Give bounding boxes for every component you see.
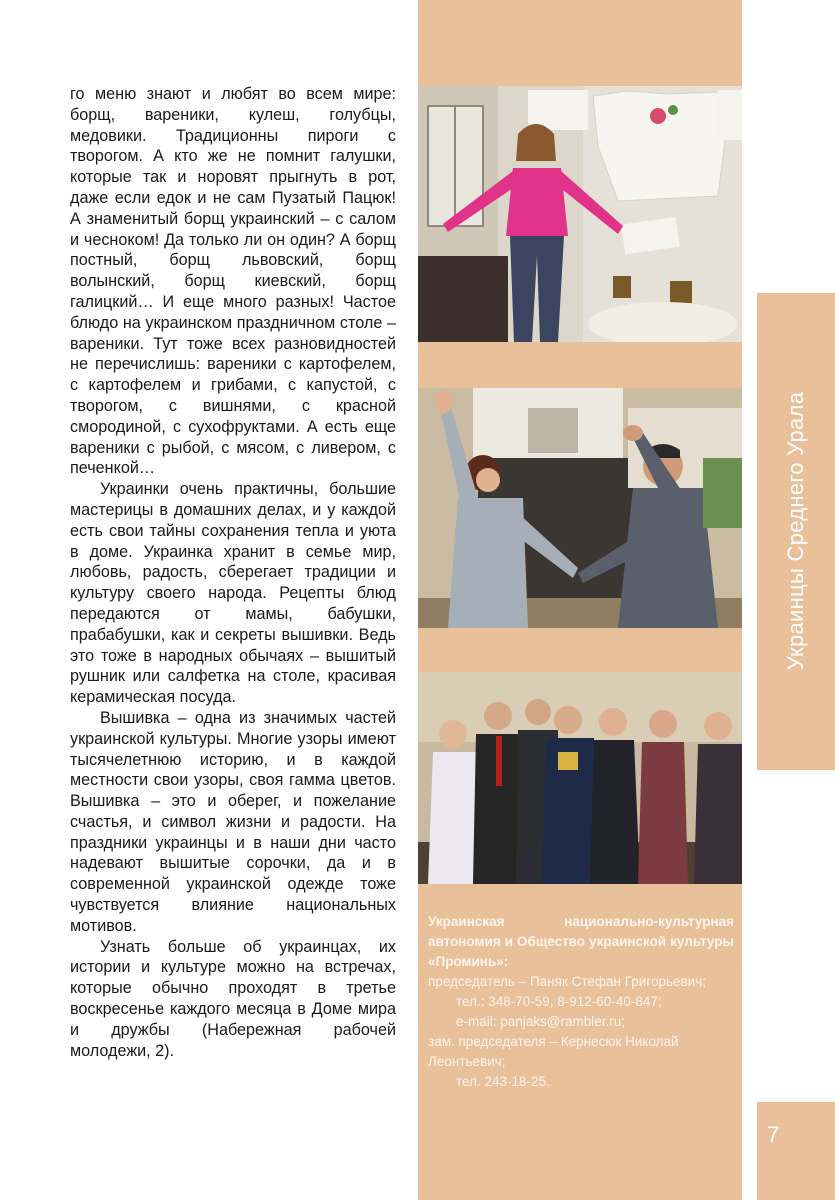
article-text [70, 84, 396, 1061]
organization-name: Украинская национально-культурная автономия и Общество украинской культуры «Проминь»: [428, 914, 734, 969]
contact-info [428, 912, 734, 1092]
paragraph: Украинки очень практичны, большие мастерицы в домашних делах, и у каждой есть свои тайны сохранения тепла и уюта в доме. Украинка хранит в семье мир, любовь, радость, сберегает традиции и культуру своего народа. Рецепты блюд передаются от мамы, бабушки, прабабушки, как и секреты вышивки. Ведь это тоже в народных обычаях – вышитый рушник или салфетка на столе, красивая керамическая посуда. [70, 480, 396, 707]
paragraph: Узнать больше об украинцах, их истории и культуре можно на встречах, которые обычно проходят в третье воскресенье каждого месяца в Доме мира и дружбы (Набережная рабочей молодежи, 2). [70, 937, 396, 1060]
deputy-phone: тел. 243-18-25. [456, 1074, 550, 1089]
paragraph: Вышивка – одна из значимых частей украинской культуры. Многие узоры имеют тысячелетнюю историю, и в каждой местности свои узоры, своя гамма цветов. Вышивка – это и оберег, и пожелание счастья, и символ жизни и радости. На праздники украинцы и в наши дни часто надевают вышитые сорочки, да и в современной украинской одежде тоже чувствуется влияние национальных мотивов. [70, 708, 396, 935]
section-title: Украинцы Среднего Урала [783, 391, 808, 671]
photo-embroidery-exhibition [418, 86, 742, 342]
section-tab [757, 293, 835, 770]
photo-column [418, 0, 742, 1200]
page-number: 7 [767, 1122, 780, 1147]
photo-dance-gesture [418, 388, 742, 628]
photo-group [418, 672, 742, 884]
page-number-tab [757, 1102, 835, 1200]
paragraph: го меню знают и любят во всем мире: борщ, вареники, кулеш, голубцы, медовики. Традиционны пироги с творогом. А кто же не помнит галушки, которые так и норовят прыгнуть в рот, даже если едок и не сам Пузатый Пацюк! А знаменитый борщ украинский – с салом и чесноком! Да только ли он один? А борщ постный, борщ львовский, борщ волынский, борщ киевский, борщ галицкий… И еще много разных! Частое блюдо на украинском праздничном столе – вареники. Тут тоже всех разновидностей не перечислишь: вареники с картофелем, с картофелем и грибами, с капустой, с творогом, с вишнями, с красной смородиной, с сухофруктами. А есть еще вареники с рыбой, с мясом, с ливером, с печенкой… [70, 85, 396, 478]
chairman: председатель – Паняк Стефан Григорьевич; [428, 974, 706, 989]
email: e-mail: panjaks@rambler.ru; [456, 1014, 626, 1029]
deputy: зам. председателя – Кернесюк Николай Леонтьевич; [428, 1034, 679, 1069]
phone: тел.: 348-70-59, 8-912-60-40-847; [456, 994, 662, 1009]
